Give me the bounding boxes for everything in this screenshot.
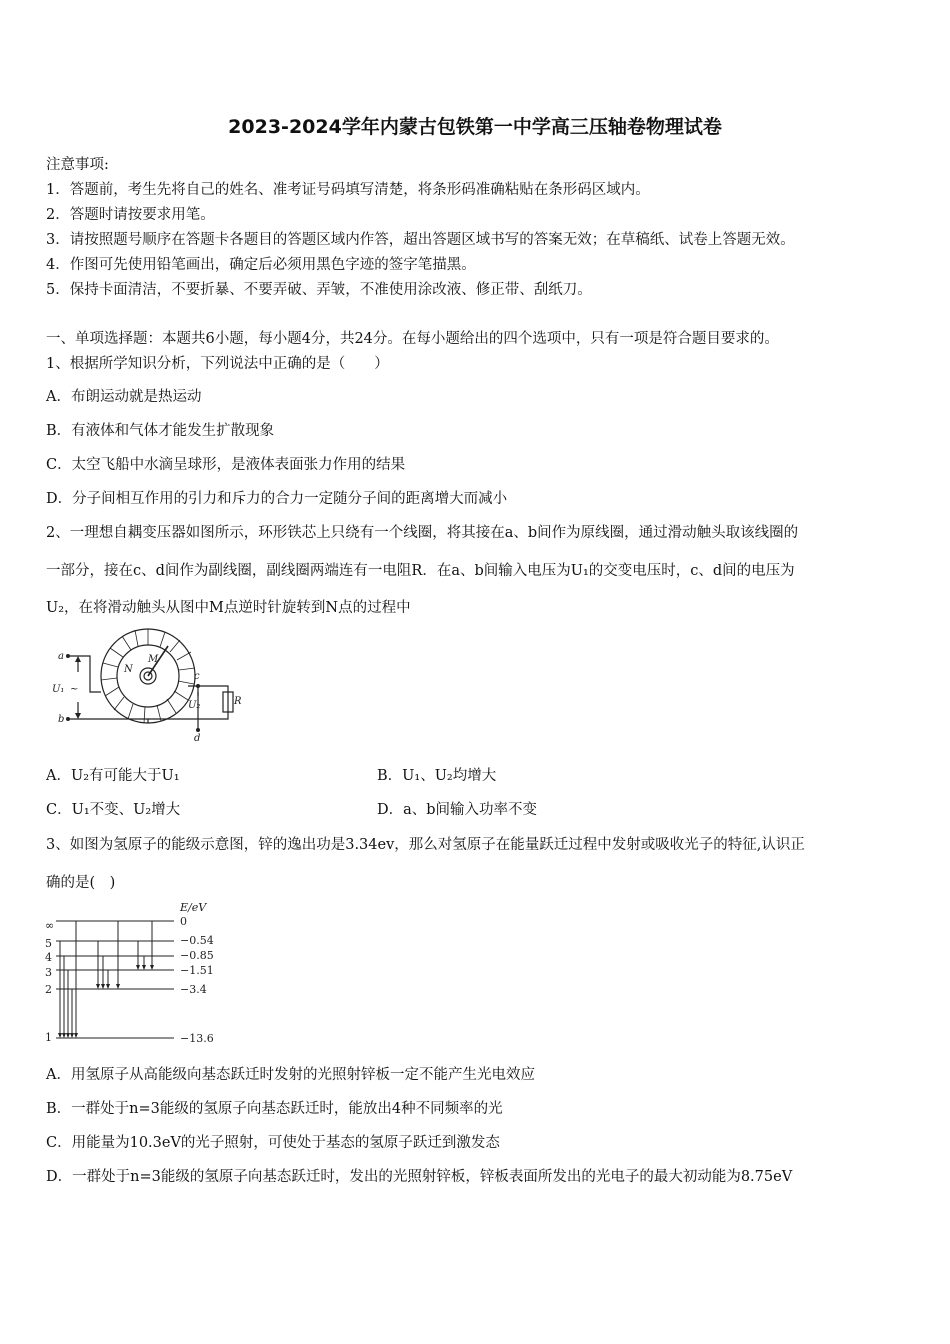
level-label: 1 bbox=[45, 1031, 52, 1044]
q2-stem-line2: 一部分，接在c、d间作为副线圈，副线圈两端连有一电阻R．在a、b间输入电压为U₁的交变电压时，c、d间的电压为 bbox=[46, 563, 795, 579]
q3-stem-line1: 3、如图为氢原子的能级示意图，锌的逸出功是3.34ev，那么对氢原子在能量跃迁过程中发射或吸收光子的特征,认识正 bbox=[46, 837, 805, 853]
q2-option-d: D．a、b间输入功率不变 bbox=[377, 802, 538, 818]
notice-item: 2．答题时请按要求用笔。 bbox=[46, 207, 215, 223]
q3-option-c: C．用能量为10.3eV的光子照射，可使处于基态的氢原子跃迁到激发态 bbox=[46, 1135, 500, 1151]
section-heading: 一、单项选择题：本题共6小题，每小题4分，共24分。在每小题给出的四个选项中，只有一项是符合题目要求的。 bbox=[46, 331, 779, 347]
level-label: 5 bbox=[45, 937, 52, 950]
q3-stem-line2: 确的是( ) bbox=[46, 875, 116, 891]
label-a: a bbox=[58, 651, 64, 662]
notice-item: 1．答题前，考生先将自己的姓名、准考证号码填写清楚，将条形码准确粘贴在条形码区域内。 bbox=[46, 182, 650, 198]
notice-item: 5．保持卡面清洁，不要折暴、不要弄破、弄皱，不准使用涂改液、修正带、刮纸刀。 bbox=[46, 282, 592, 298]
label-r: R bbox=[234, 696, 242, 707]
notice-item: 4．作图可先使用铅笔画出，确定后必须用黑色字迹的签字笔描黑。 bbox=[46, 257, 476, 273]
energy-value: 0 bbox=[180, 915, 187, 928]
page-title: 2023-2024学年内蒙古包铁第一中学高三压轴卷物理试卷 bbox=[228, 116, 722, 138]
label-m: M bbox=[148, 654, 159, 665]
energy-value: −1.51 bbox=[180, 964, 214, 977]
energy-value: −0.85 bbox=[180, 949, 214, 962]
label-d: d bbox=[194, 733, 201, 744]
energy-value: −13.6 bbox=[180, 1032, 214, 1045]
q1-option-a: A．布朗运动就是热运动 bbox=[46, 389, 202, 405]
energy-level-diagram bbox=[42, 898, 242, 1048]
energy-value: −3.4 bbox=[180, 983, 207, 996]
q1-stem: 1、根据所学知识分析，下列说法中正确的是（ ） bbox=[46, 356, 389, 372]
q3-option-a: A．用氢原子从高能级向基态跃迁时发射的光照射锌板一定不能产生光电效应 bbox=[46, 1067, 535, 1083]
label-n: N bbox=[124, 664, 133, 675]
q1-option-c: C．太空飞船中水滴呈球形，是液体表面张力作用的结果 bbox=[46, 457, 406, 473]
q1-option-b: B．有液体和气体才能发生扩散现象 bbox=[46, 423, 275, 439]
label-c: c bbox=[194, 671, 200, 682]
notice-heading: 注意事项: bbox=[46, 157, 109, 173]
q2-stem-line3: U₂，在将滑动触头从图中M点逆时针旋转到N点的过程中 bbox=[46, 600, 411, 616]
level-label: ∞ bbox=[45, 919, 55, 932]
label-u2: U₂ bbox=[188, 700, 201, 711]
label-b: b bbox=[58, 714, 65, 725]
notice-item: 3．请按照题号顺序在答题卡各题目的答题区域内作答，超出答题区域书写的答案无效；在草稿纸、试卷上答题无效。 bbox=[46, 232, 795, 248]
q2-option-a: A．U₂有可能大于U₁ bbox=[46, 768, 180, 784]
energy-axis-label: E/eV bbox=[180, 901, 207, 914]
level-label: 3 bbox=[45, 966, 52, 979]
q2-option-c: C．U₁不变、U₂增大 bbox=[46, 802, 181, 818]
energy-value: −0.54 bbox=[180, 934, 214, 947]
level-label: 2 bbox=[45, 983, 52, 996]
label-tilde: ~ bbox=[70, 684, 79, 695]
q3-option-b: B．一群处于n=3能级的氢原子向基态跃迁时，能放出4种不同频率的光 bbox=[46, 1101, 503, 1117]
q2-option-b: B．U₁、U₂均增大 bbox=[377, 768, 497, 784]
level-label: 4 bbox=[45, 951, 52, 964]
autotransformer-diagram bbox=[48, 624, 248, 744]
q1-option-d: D．分子间相互作用的引力和斥力的合力一定随分子间的距离增大而减小 bbox=[46, 491, 508, 507]
q3-option-d: D．一群处于n=3能级的氢原子向基态跃迁时，发出的光照射锌板，锌板表面所发出的光电子的最大初动能为8.75eV bbox=[46, 1169, 793, 1185]
label-u1: U₁ bbox=[52, 684, 65, 695]
q2-stem-line1: 2、一理想自耦变压器如图所示，环形铁芯上只绕有一个线圈，将其接在a、b间作为原线圈，通过滑动触头取该线圈的 bbox=[46, 525, 799, 541]
